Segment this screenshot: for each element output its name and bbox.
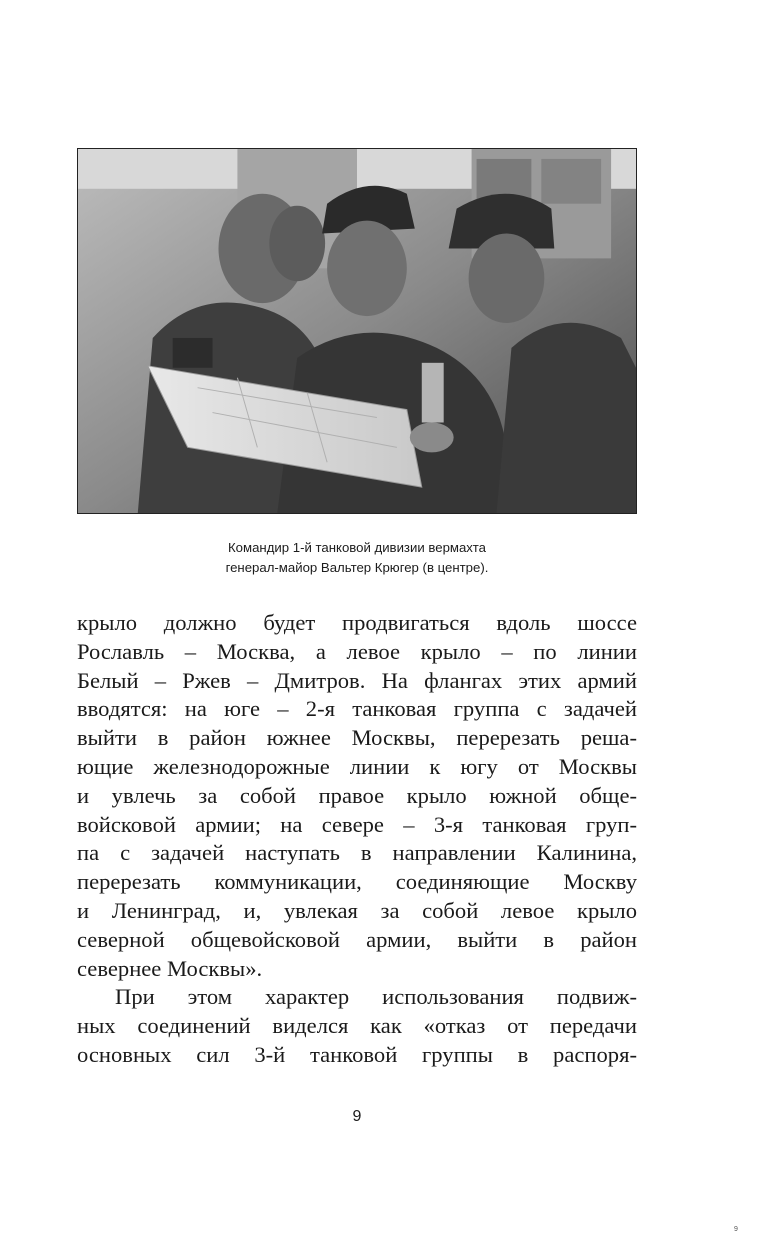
text-line: вводятся: на юге – 2-я танковая группа с задачей [77, 696, 637, 722]
text-line: При этом характер использования подвиж- [115, 984, 637, 1010]
text-line: Рославль – Москва, а левое крыло – по линии [77, 638, 637, 664]
text-line: севернее Москвы». [77, 955, 263, 981]
text-line: и увлечь за собой правое крыло южной обще- [77, 782, 637, 808]
page-number: 9 [352, 1108, 362, 1125]
text-line: крыло должно будет продвигаться вдоль шоссе [77, 610, 637, 635]
text-line: ных соединений виделся как «отказ от передачи [77, 1013, 637, 1039]
caption-line-2: генерал-майор Вальтер Крюгер (в центре). [225, 560, 489, 575]
corner-page-mark: 9 [734, 1226, 738, 1233]
text-line: па с задачей наступать в направлении Калинина, [77, 840, 637, 866]
text-line: перерезать коммуникации, соединяющие Москву [77, 869, 637, 895]
text-line: северной общевойсковой армии, выйти в район [77, 926, 637, 952]
photo-caption [77, 538, 637, 578]
text-line: войсковой армии; на севере – 3-я танковая груп- [77, 811, 637, 837]
text-line: и Ленинград, и, увлекая за собой левое крыло [77, 897, 637, 923]
archival-photo [77, 148, 637, 514]
body-text [77, 609, 637, 1070]
photo-illustration [78, 149, 636, 513]
text-line: основных сил 3-й танковой группы в распоря- [77, 1041, 637, 1067]
text-line: ющие железнодорожные линии к югу от Москвы [77, 753, 637, 779]
text-line: Белый – Ржев – Дмитров. На флангах этих армий [77, 667, 637, 693]
caption-line-1: Командир 1-й танковой дивизии вермахта [228, 540, 486, 555]
text-line: выйти в район южнее Москвы, перерезать реша- [77, 725, 637, 751]
